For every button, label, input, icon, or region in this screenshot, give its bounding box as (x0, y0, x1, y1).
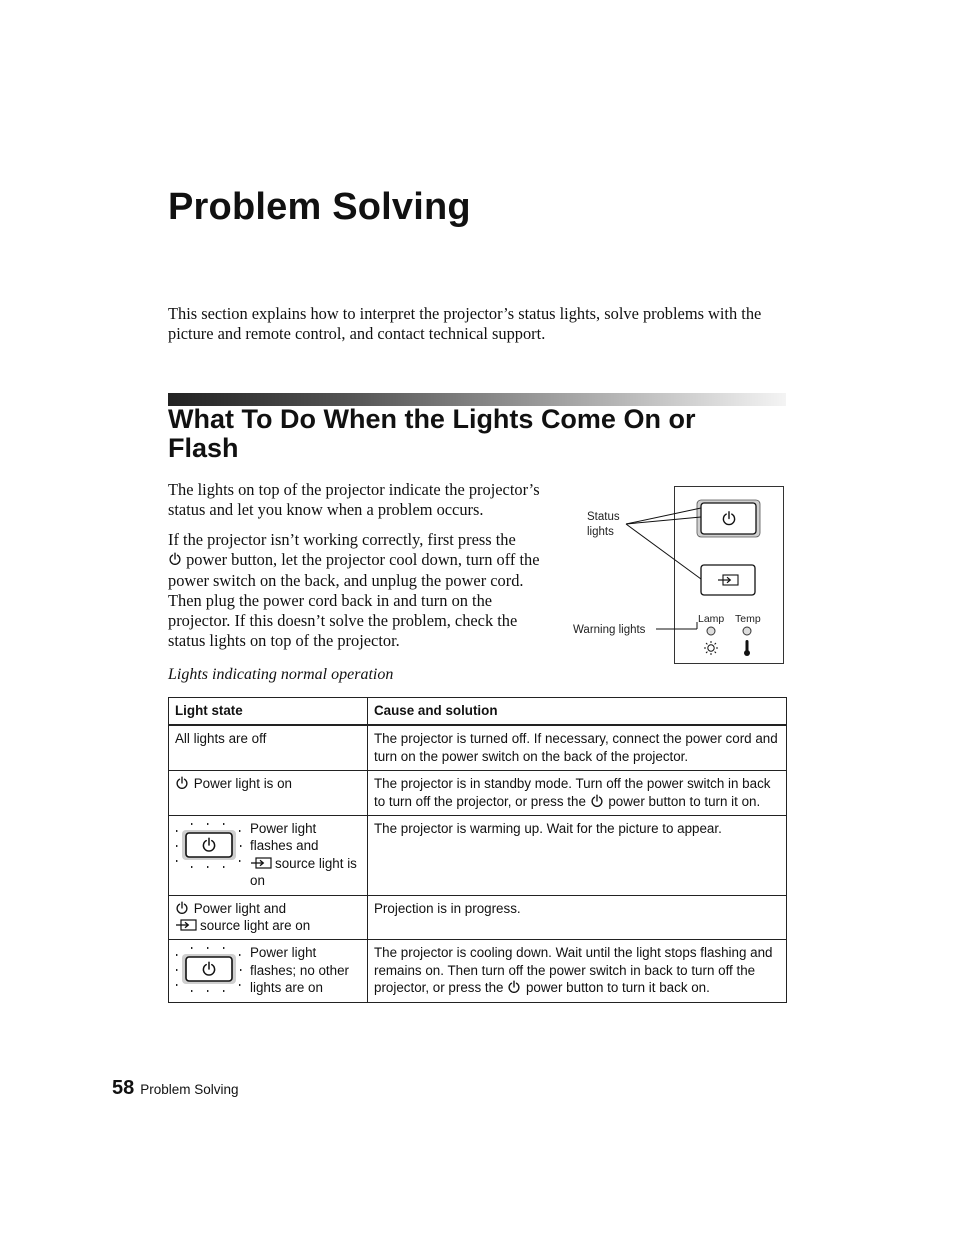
power-icon (168, 552, 182, 566)
header-cause-solution: Cause and solution (368, 698, 787, 726)
cause-cell: The projector is warming up. Wait for the picture to appear. (368, 816, 787, 896)
light-state-text: Power light flashes and (250, 821, 319, 854)
cause-cell (368, 940, 787, 1002)
header-light-state: Light state (169, 698, 368, 726)
warning-lights-label: Warning lights (573, 624, 646, 636)
cause-text-end: power button to turn it back on. (525, 980, 710, 996)
troubleshoot-paragraph (168, 530, 550, 652)
page-title: Problem Solving (168, 186, 471, 228)
flashing-power-light-icon (172, 821, 246, 869)
light-state-cell (169, 940, 368, 1002)
projector-lights-diagram (570, 486, 786, 664)
temp-warning-light (743, 627, 751, 635)
table-caption: Lights indicating normal operation (168, 666, 394, 683)
lights-table (168, 697, 787, 1003)
intro-paragraph: This section explains how to interpret the projector’s status lights, solve problems with the picture and remote control, and contact technical support. (168, 304, 762, 343)
lamp-label: Lamp (698, 613, 725, 625)
table-row (169, 725, 787, 770)
source-icon (250, 857, 272, 869)
table-row (169, 771, 787, 816)
cause-cell (368, 771, 787, 816)
section-heading: What To Do When the Lights Come On or Flash (168, 404, 696, 463)
status-label-line-1: Status (587, 511, 620, 523)
lights-paragraph: The lights on top of the projector indicate the projector’s status and let you know when a problem occurs. (168, 480, 540, 520)
flashing-power-light-icon (172, 945, 246, 993)
source-light-button (701, 565, 755, 595)
footer-section-name: Problem Solving (140, 1082, 239, 1097)
cause-text-end: power button to turn it on. (608, 793, 761, 809)
light-state-text: Power light and (193, 900, 287, 916)
troubleshoot-text-end: power button, let the projector cool down, turn off the power switch on the back, and unplug the power cord. Then plug the power cord back in and turn on the projector. If this doesn’t solve the problem, check the status lights on top of the projector. (168, 550, 540, 651)
table-header-row (169, 698, 787, 726)
light-state-cell: All lights are off (169, 725, 368, 770)
page-footer (112, 1077, 239, 1100)
light-state-text: Power light is on (193, 776, 292, 792)
table-row (169, 816, 787, 896)
cause-text-start: The projector is in standby mode. Turn off the power switch in back to turn off the projector, or press the (374, 776, 771, 809)
light-state-cell (169, 816, 368, 896)
cause-cell: The projector is turned off. If necessary, connect the power cord and turn on the power switch on the back of the projector. (368, 725, 787, 770)
cause-text-start: The projector is cooling down. Wait until the light stops flashing and remains on. Then turn off the power switch in back to turn off the projector, or press the (374, 945, 773, 996)
table-row (169, 895, 787, 940)
light-state-text-2: source light are on (200, 918, 311, 934)
power-light-button (697, 500, 760, 537)
table-row (169, 940, 787, 1002)
status-label-line-2: lights (587, 526, 614, 538)
temp-label: Temp (735, 613, 761, 625)
troubleshoot-text-start: If the projector isn’t working correctly, first press the (168, 530, 516, 549)
power-icon (507, 980, 521, 994)
light-state-cell (169, 895, 368, 940)
source-icon (175, 919, 197, 931)
power-icon (175, 776, 189, 790)
light-state-text-2: source light is on (250, 855, 357, 889)
page-number: 58 (112, 1077, 135, 1099)
power-icon (175, 901, 189, 915)
lamp-warning-light (707, 627, 715, 635)
light-state-cell (169, 771, 368, 816)
cause-cell: Projection is in progress. (368, 895, 787, 940)
light-state-text: Power light flashes; no other lights are on (250, 945, 350, 996)
power-icon (590, 794, 604, 808)
